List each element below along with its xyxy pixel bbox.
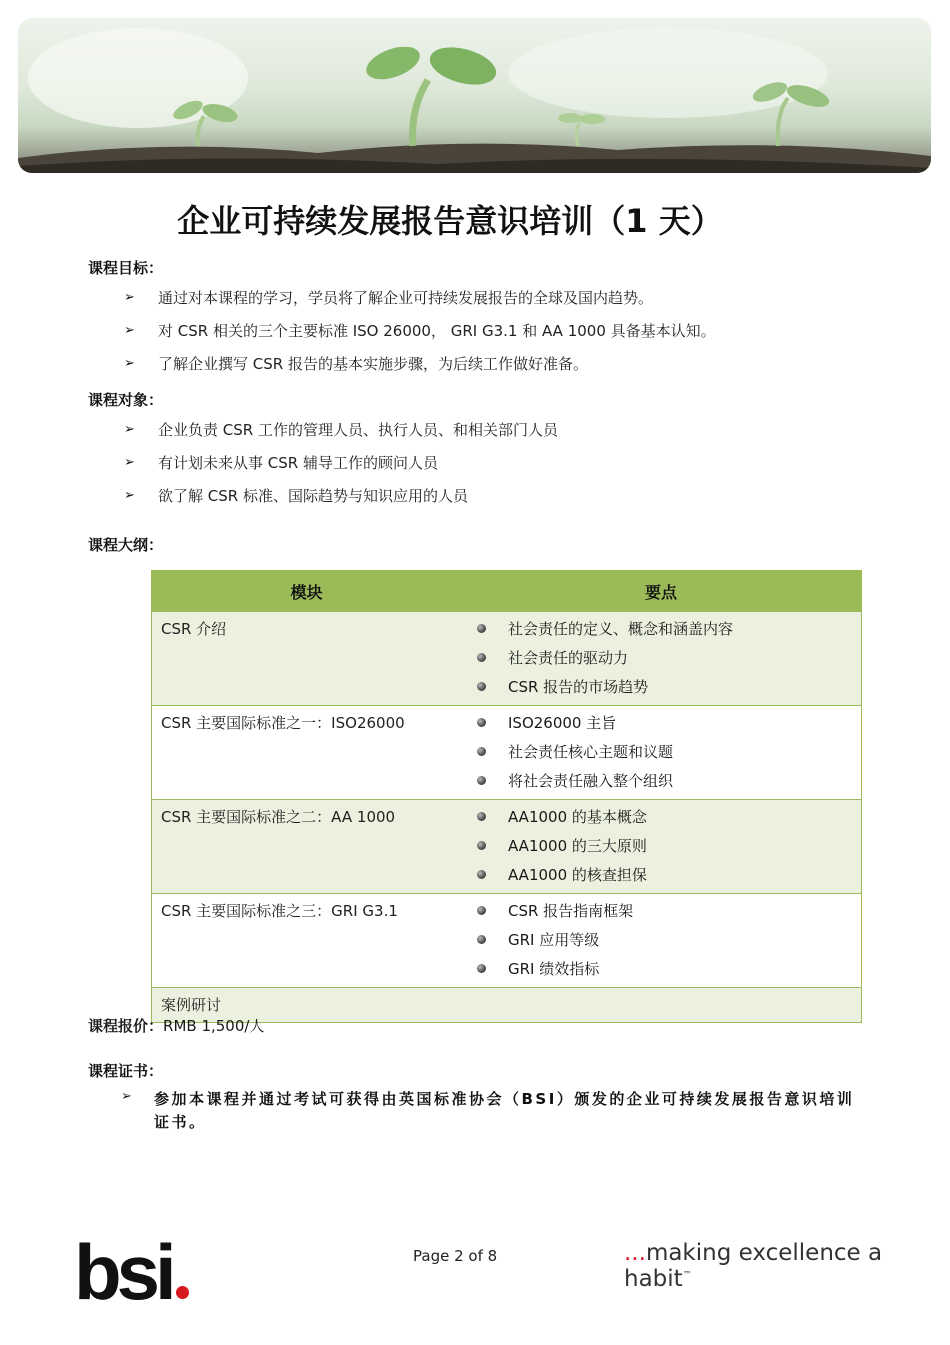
round-bullet-icon <box>477 935 486 944</box>
point-item: AA1000 的核查担保 <box>461 860 861 889</box>
point-item: GRI 应用等级 <box>461 925 861 954</box>
bsi-logo: bsi <box>74 1232 204 1312</box>
list-item: ➢ 通过对本课程的学习，学员将了解企业可持续发展报告的全球及国内趋势。 <box>124 286 716 319</box>
round-bullet-icon <box>477 776 486 785</box>
point-item: 社会责任核心主题和议题 <box>461 737 861 766</box>
list-item: ➢ 有计划未来从事 CSR 辅导工作的顾问人员 <box>124 451 558 484</box>
points-cell <box>461 706 862 800</box>
arrow-bullet-icon: ➢ <box>121 1089 132 1104</box>
seedling-photo <box>18 18 931 173</box>
table-header-module: 模块 <box>152 571 462 612</box>
arrow-bullet-icon: ➢ <box>124 323 135 338</box>
price-line <box>88 1015 264 1036</box>
table-header-points: 要点 <box>461 571 862 612</box>
arrow-bullet-icon: ➢ <box>124 356 135 371</box>
round-bullet-icon <box>477 653 486 662</box>
table-row <box>152 706 862 800</box>
point-item: 将社会责任融入整个组织 <box>461 766 861 795</box>
round-bullet-icon <box>477 812 486 821</box>
point-item: CSR 报告指南框架 <box>461 896 861 925</box>
round-bullet-icon <box>477 747 486 756</box>
points-cell <box>461 800 862 894</box>
objectives-label: 课程目标： <box>88 259 164 277</box>
point-item: 社会责任的驱动力 <box>461 643 861 672</box>
outline-table <box>151 570 862 1023</box>
table-row <box>152 612 862 706</box>
arrow-bullet-icon: ➢ <box>124 290 135 305</box>
tagline: ...making excellence a habit™ <box>624 1240 883 1292</box>
round-bullet-icon <box>477 624 486 633</box>
round-bullet-icon <box>477 870 486 879</box>
point-item: CSR 报告的市场趋势 <box>461 672 861 701</box>
module-cell: CSR 介绍 <box>152 612 462 706</box>
certificate-label: 课程证书： <box>88 1062 164 1080</box>
price-label: 课程报价： <box>88 1017 164 1035</box>
point-item: ISO26000 主旨 <box>461 708 861 737</box>
point-item: AA1000 的基本概念 <box>461 802 861 831</box>
module-cell: CSR 主要国际标准之三：GRI G3.1 <box>152 894 462 988</box>
list-item: ➢ 对 CSR 相关的三个主要标准 ISO 26000， GRI G3.1 和 AA 1000 具备基本认知。 <box>124 319 716 352</box>
list-item: ➢ 欲了解 CSR 标准、国际趋势与知识应用的人员 <box>124 484 558 517</box>
round-bullet-icon <box>477 964 486 973</box>
table-row <box>152 894 862 988</box>
page-number: Page 2 of 8 <box>413 1247 498 1265</box>
module-cell: CSR 主要国际标准之一：ISO26000 <box>152 706 462 800</box>
price-value: RMB 1,500/人 <box>163 1017 265 1035</box>
round-bullet-icon <box>477 906 486 915</box>
audience-list <box>124 418 558 517</box>
point-item: AA1000 的三大原则 <box>461 831 861 860</box>
points-cell <box>461 894 862 988</box>
module-cell: 案例研讨 <box>152 988 862 1023</box>
arrow-bullet-icon: ➢ <box>124 422 135 437</box>
list-item: ➢ 了解企业撰写 CSR 报告的基本实施步骤，为后续工作做好准备。 <box>124 352 716 385</box>
audience-label: 课程对象： <box>88 391 164 409</box>
arrow-bullet-icon: ➢ <box>124 488 135 503</box>
points-cell <box>461 612 862 706</box>
round-bullet-icon <box>477 682 486 691</box>
point-item: 社会责任的定义、概念和涵盖内容 <box>461 614 861 643</box>
round-bullet-icon <box>477 841 486 850</box>
outline-label: 课程大纲： <box>88 536 164 554</box>
header-banner <box>18 18 931 173</box>
arrow-bullet-icon: ➢ <box>124 455 135 470</box>
point-item: GRI 绩效指标 <box>461 954 861 983</box>
page-title: 企业可持续发展报告意识培训（1 天） <box>177 202 723 240</box>
list-item: ➢ 企业负责 CSR 工作的管理人员、执行人员、和相关部门人员 <box>124 418 558 451</box>
objectives-list <box>124 286 716 385</box>
logo-dot <box>176 1286 189 1299</box>
certificate-text: 参加本课程并通过考试可获得由英国标准协会（BSI）颁发的企业可持续发展报告意识培训证书。 <box>154 1090 855 1131</box>
table-row <box>152 800 862 894</box>
round-bullet-icon <box>477 718 486 727</box>
module-cell: CSR 主要国际标准之二：AA 1000 <box>152 800 462 894</box>
